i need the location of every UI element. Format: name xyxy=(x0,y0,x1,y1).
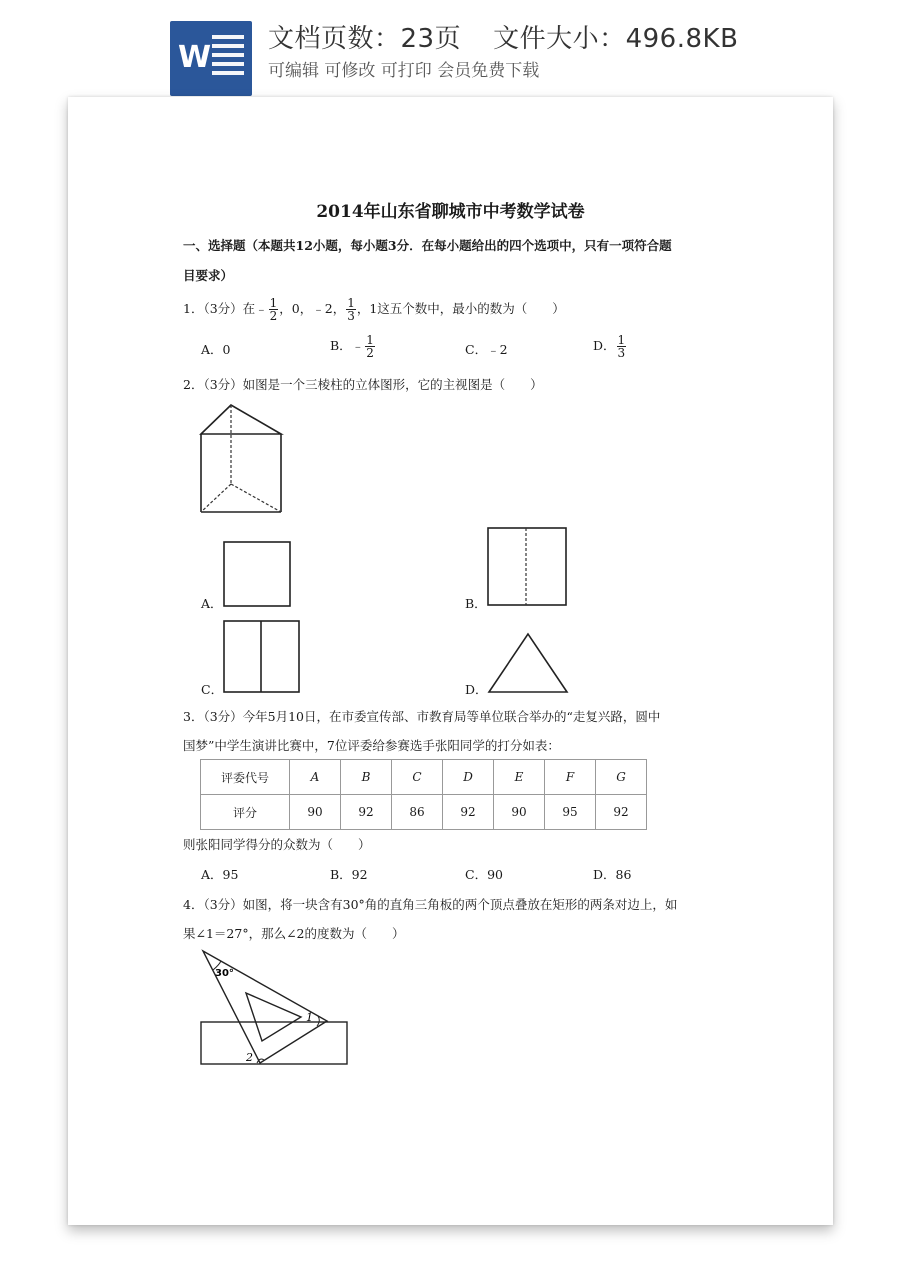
table-cell: G xyxy=(596,760,647,795)
q1-option-d: D． $\frac{1}{3}$ xyxy=(593,333,626,360)
table-header-row xyxy=(201,760,647,795)
table-cell: F xyxy=(545,760,596,795)
triangle-ruler-figure xyxy=(200,949,350,1067)
option-a-square xyxy=(223,541,291,607)
q3-option-c: C．90 xyxy=(465,867,503,882)
q2-option-d: D． xyxy=(465,682,488,697)
table-cell: E xyxy=(494,760,545,795)
score-table xyxy=(200,759,647,830)
doc-lines-icon xyxy=(212,35,244,80)
angle-1-label: 1 xyxy=(306,1011,313,1024)
table-row xyxy=(201,795,647,830)
word-letter: W xyxy=(178,40,212,75)
option-b-rect-dashed xyxy=(487,527,568,607)
question-3: 3．（3分）今年5月10日，在市委宣传部、市教育局等单位联合举办的“走复兴路，圆中 xyxy=(183,709,661,724)
q2-option-b: B． xyxy=(465,596,487,611)
q1-option-b: B．﹣ $\frac{1}{2}$ xyxy=(330,333,374,360)
option-d-triangle xyxy=(487,632,569,694)
angle-30-label: 30° xyxy=(215,968,234,979)
angle-2-label: 2 xyxy=(246,1051,253,1064)
q2-option-c: C． xyxy=(201,682,224,697)
q1-option-a: A．0 xyxy=(201,342,231,357)
document-page xyxy=(68,97,833,1225)
fraction-half: $\frac{1}{2}$ xyxy=(269,296,278,323)
table-cell: 95 xyxy=(545,795,596,830)
question-2: 2．（3分）如图是一个三棱柱的立体图形，它的主视图是（ ） xyxy=(183,377,543,392)
table-cell: B xyxy=(341,760,392,795)
fraction-third: $\frac{1}{3}$ xyxy=(347,296,355,323)
page-count: 文档页数：23页 xyxy=(268,24,462,54)
question-3-cont: 国梦”中学生演讲比赛中，7位评委给参赛选手张阳同学的打分如表： xyxy=(183,738,560,753)
table-cell: 评委代号 xyxy=(201,760,290,795)
prism-figure xyxy=(200,402,285,517)
document-title: 2014年山东省聊城市中考数学试卷 xyxy=(316,202,585,222)
q3-option-b: B．92 xyxy=(330,867,368,882)
q3-option-d: D．86 xyxy=(593,867,632,882)
question-4: 4．（3分）如图，将一块含有30°角的直角三角板的两个顶点叠放在矩形的两条对边上，如 xyxy=(183,897,678,912)
table-cell: 90 xyxy=(290,795,341,830)
table-cell: 92 xyxy=(596,795,647,830)
question-4-cont: 果∠1＝27°，那么∠2的度数为（ ） xyxy=(183,926,405,941)
q2-option-a: A． xyxy=(201,596,223,611)
table-cell: 86 xyxy=(392,795,443,830)
q1-option-c: C．﹣2 xyxy=(465,342,508,357)
table-cell: D xyxy=(443,760,494,795)
table-cell: 92 xyxy=(443,795,494,830)
q3-option-a: A．95 xyxy=(201,867,239,882)
q3-question: 则张阳同学得分的众数为（ ） xyxy=(183,837,371,852)
question-1: 1．（3分）在﹣ $\frac{1}{2}$ ，0，﹣2， $\frac{1}{3}$ ，1这五个数中，最小的数为（ ） xyxy=(183,296,565,323)
table-cell: 评分 xyxy=(201,795,290,830)
table-cell: A xyxy=(290,760,341,795)
file-features: 可编辑 可修改 可打印 会员免费下载 xyxy=(268,61,540,81)
file-size: 文件大小：496.8KB xyxy=(493,24,739,54)
table-cell: C xyxy=(392,760,443,795)
table-cell: 90 xyxy=(494,795,545,830)
section-heading-cont: 目要求） xyxy=(183,268,234,283)
option-c-rect-split xyxy=(223,620,301,694)
word-file-icon xyxy=(170,21,252,96)
table-cell: 92 xyxy=(341,795,392,830)
section-heading: 一、选择题（本题共12小题，每小题3分．在每小题给出的四个选项中，只有一项符合题 xyxy=(183,238,672,253)
file-info-title xyxy=(268,18,738,55)
